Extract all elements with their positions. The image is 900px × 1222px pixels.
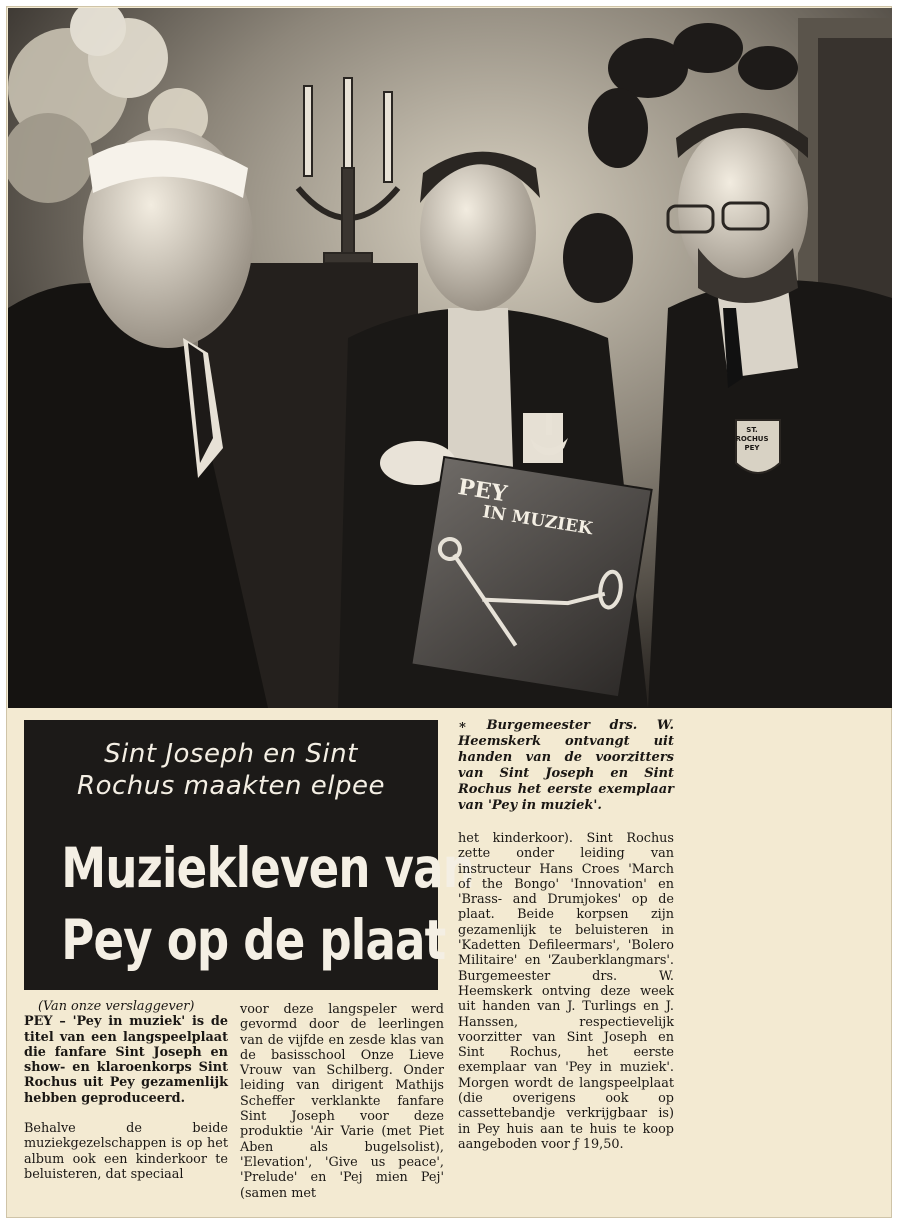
paragraph-1: Behalve de beide muziekgezelschappen is op het album ook een kinderkoor te beluisteren, dat speciaal [24,1121,228,1182]
article-column-1 [24,999,228,1182]
photo-caption [458,718,674,814]
news-photo [8,8,892,708]
caption-star: ∗ [458,718,467,733]
article-column-3 [458,831,674,1152]
lead-paragraph: PEY – 'Pey in muziek' is de titel van een langspeelplaat die fanfare Sint Joseph en show- en klaroenkorps Sint Rochus uit Pey gezamenlijk hebben geproduceerd. [24,1014,228,1106]
byline: (Van onze verslaggever) [38,999,195,1014]
paragraph-3: het kinderkoor). Sint Rochus zette onder leiding van instructeur Hans Croes 'March of the Bongo' 'Innovation' en 'Brass- and Drumjokes' op de plaat. Beide korpsen zijn gezamenlijk te beluisteren in 'Kadetten Defileermars', 'Bolero Militaire' en 'Zauberklangmars'. Burgemeester drs. W. Heemskerk ontving deze week uit handen van J. Turlings en J. Hanssen, respectievelijk voorzitter van Sint Joseph en Sint Rochus, het eerste exemplaar van 'Pey in muziek'. Morgen wordt de langspeelplaat (die overigens ook op cassettebandje verkrijgbaar is) in Pey huis aan te huis te koop aangeboden voor ƒ 19,50. [458,831,674,1152]
article-column-2 [240,999,444,1201]
caption-text: Burgemeester drs. W. Heemskerk ontvangt uit handen van de voorzitters van Sint Joseph en Sint Rochus het eerste exemplaar van 'Pey in muziek'. [458,718,674,813]
kicker: Sint Joseph en Sint Rochus maakten elpee [77,739,385,801]
record-sleeve-title: PEY IN MUZIEK [456,474,595,540]
paragraph-2: voor deze langspeler werd gevormd door de leerlingen van de vijfde en zesde klas van de basisschool Onze Lieve Vrouw van Schilberg. Onder leiding van dirigent Mathijs Scheffer verklankte fanfare Sint Joseph voor deze produktie 'Air Varie (met Piet Aben als bugelsolist), 'Elevation', 'Give us peace', 'Prelude' en 'Pej mien Pej' (samen met [240,1002,444,1201]
badge-text: ST. ROCHUS PEY [735,426,769,452]
headline-box [24,720,475,990]
headline: Muziekleven van Pey op de plaat [61,836,475,972]
